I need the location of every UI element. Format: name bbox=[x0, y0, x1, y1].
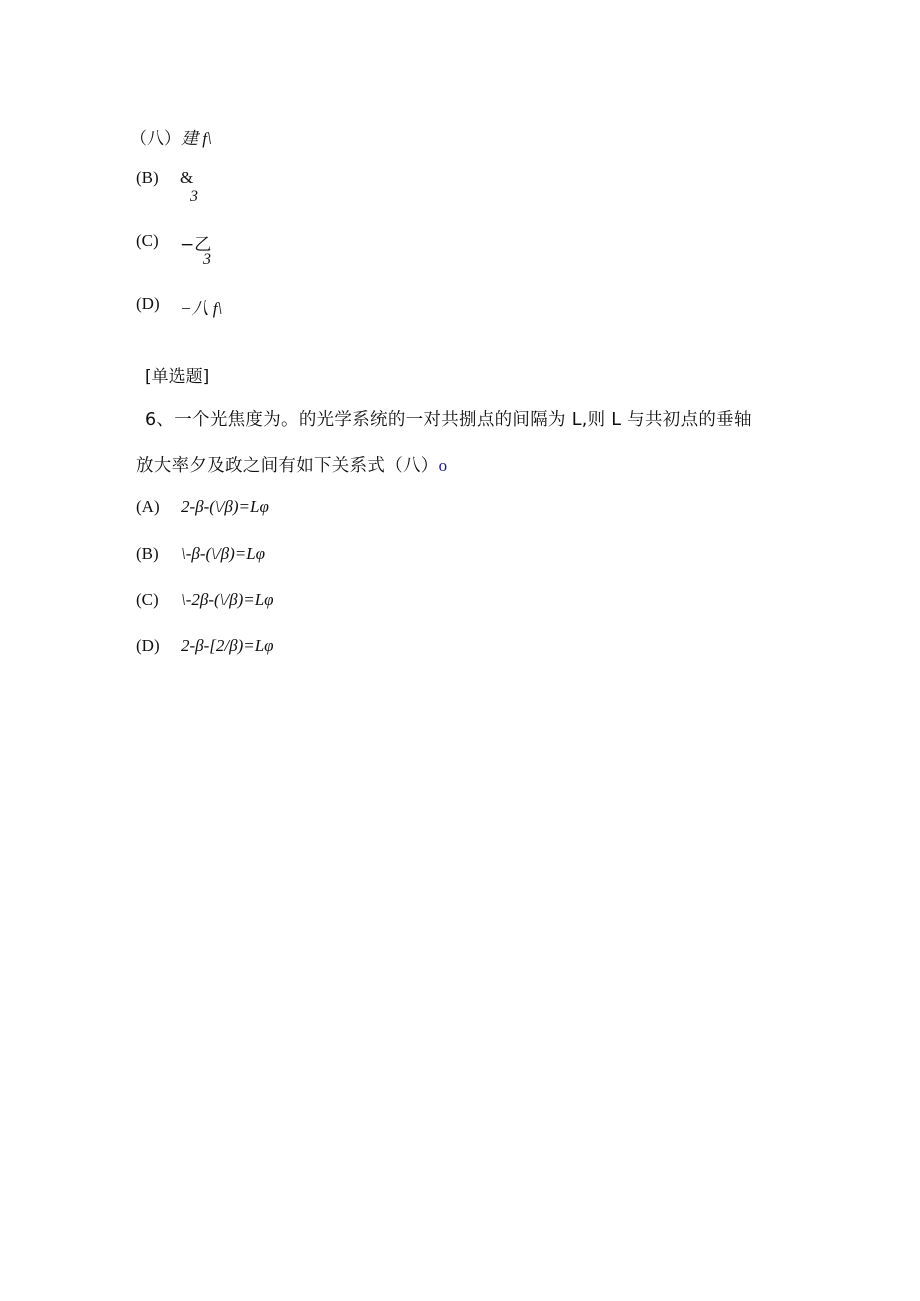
prev-option-d-expr: −八 f\ bbox=[180, 299, 223, 318]
prev-option-c bbox=[136, 231, 159, 251]
option-c[interactable] bbox=[136, 590, 274, 610]
question-stem-line1: 6、一个光焦度为。的光学系统的一对共捌点的间隔为 L,则 L 与共初点的垂轴 bbox=[145, 410, 752, 430]
option-b-expr: \-β-(\/β)=Lφ bbox=[181, 544, 266, 563]
prev-option-b-label: (B) bbox=[136, 168, 159, 187]
question-stem-line2-text: 放大率夕及政之间有如下关系式（八） bbox=[136, 456, 439, 476]
option-d-expr: 2-β-[2/β)=Lφ bbox=[181, 636, 274, 655]
prev-option-d bbox=[136, 294, 160, 314]
option-a[interactable] bbox=[136, 497, 269, 517]
option-b[interactable] bbox=[136, 544, 265, 564]
option-c-label: (C) bbox=[136, 590, 159, 609]
question-stem-line2 bbox=[136, 452, 447, 477]
prev-option-a-label: （八） bbox=[130, 129, 181, 149]
prev-option-c-label: (C) bbox=[136, 231, 159, 250]
prev-option-a-expr: 建 f\ bbox=[181, 129, 212, 148]
question-stem-line2-tail: o bbox=[438, 456, 448, 475]
option-a-label: (A) bbox=[136, 497, 160, 516]
option-d[interactable] bbox=[136, 636, 274, 656]
prev-option-b-bottom: 3 bbox=[190, 188, 198, 205]
option-d-label: (D) bbox=[136, 636, 160, 655]
option-b-label: (B) bbox=[136, 544, 159, 563]
prev-option-c-bottom: 3 bbox=[203, 251, 211, 268]
question-type: [单选题] bbox=[145, 367, 210, 387]
option-c-expr: \-2β-(\/β)=Lφ bbox=[181, 590, 274, 609]
option-a-expr: 2-β-(\/β)=Lφ bbox=[181, 497, 269, 516]
prev-option-c-top: −乙 bbox=[180, 235, 212, 255]
prev-option-a bbox=[130, 124, 212, 149]
prev-option-b-top: & bbox=[180, 168, 194, 187]
prev-option-d-label: (D) bbox=[136, 294, 160, 313]
prev-option-b bbox=[136, 168, 159, 188]
